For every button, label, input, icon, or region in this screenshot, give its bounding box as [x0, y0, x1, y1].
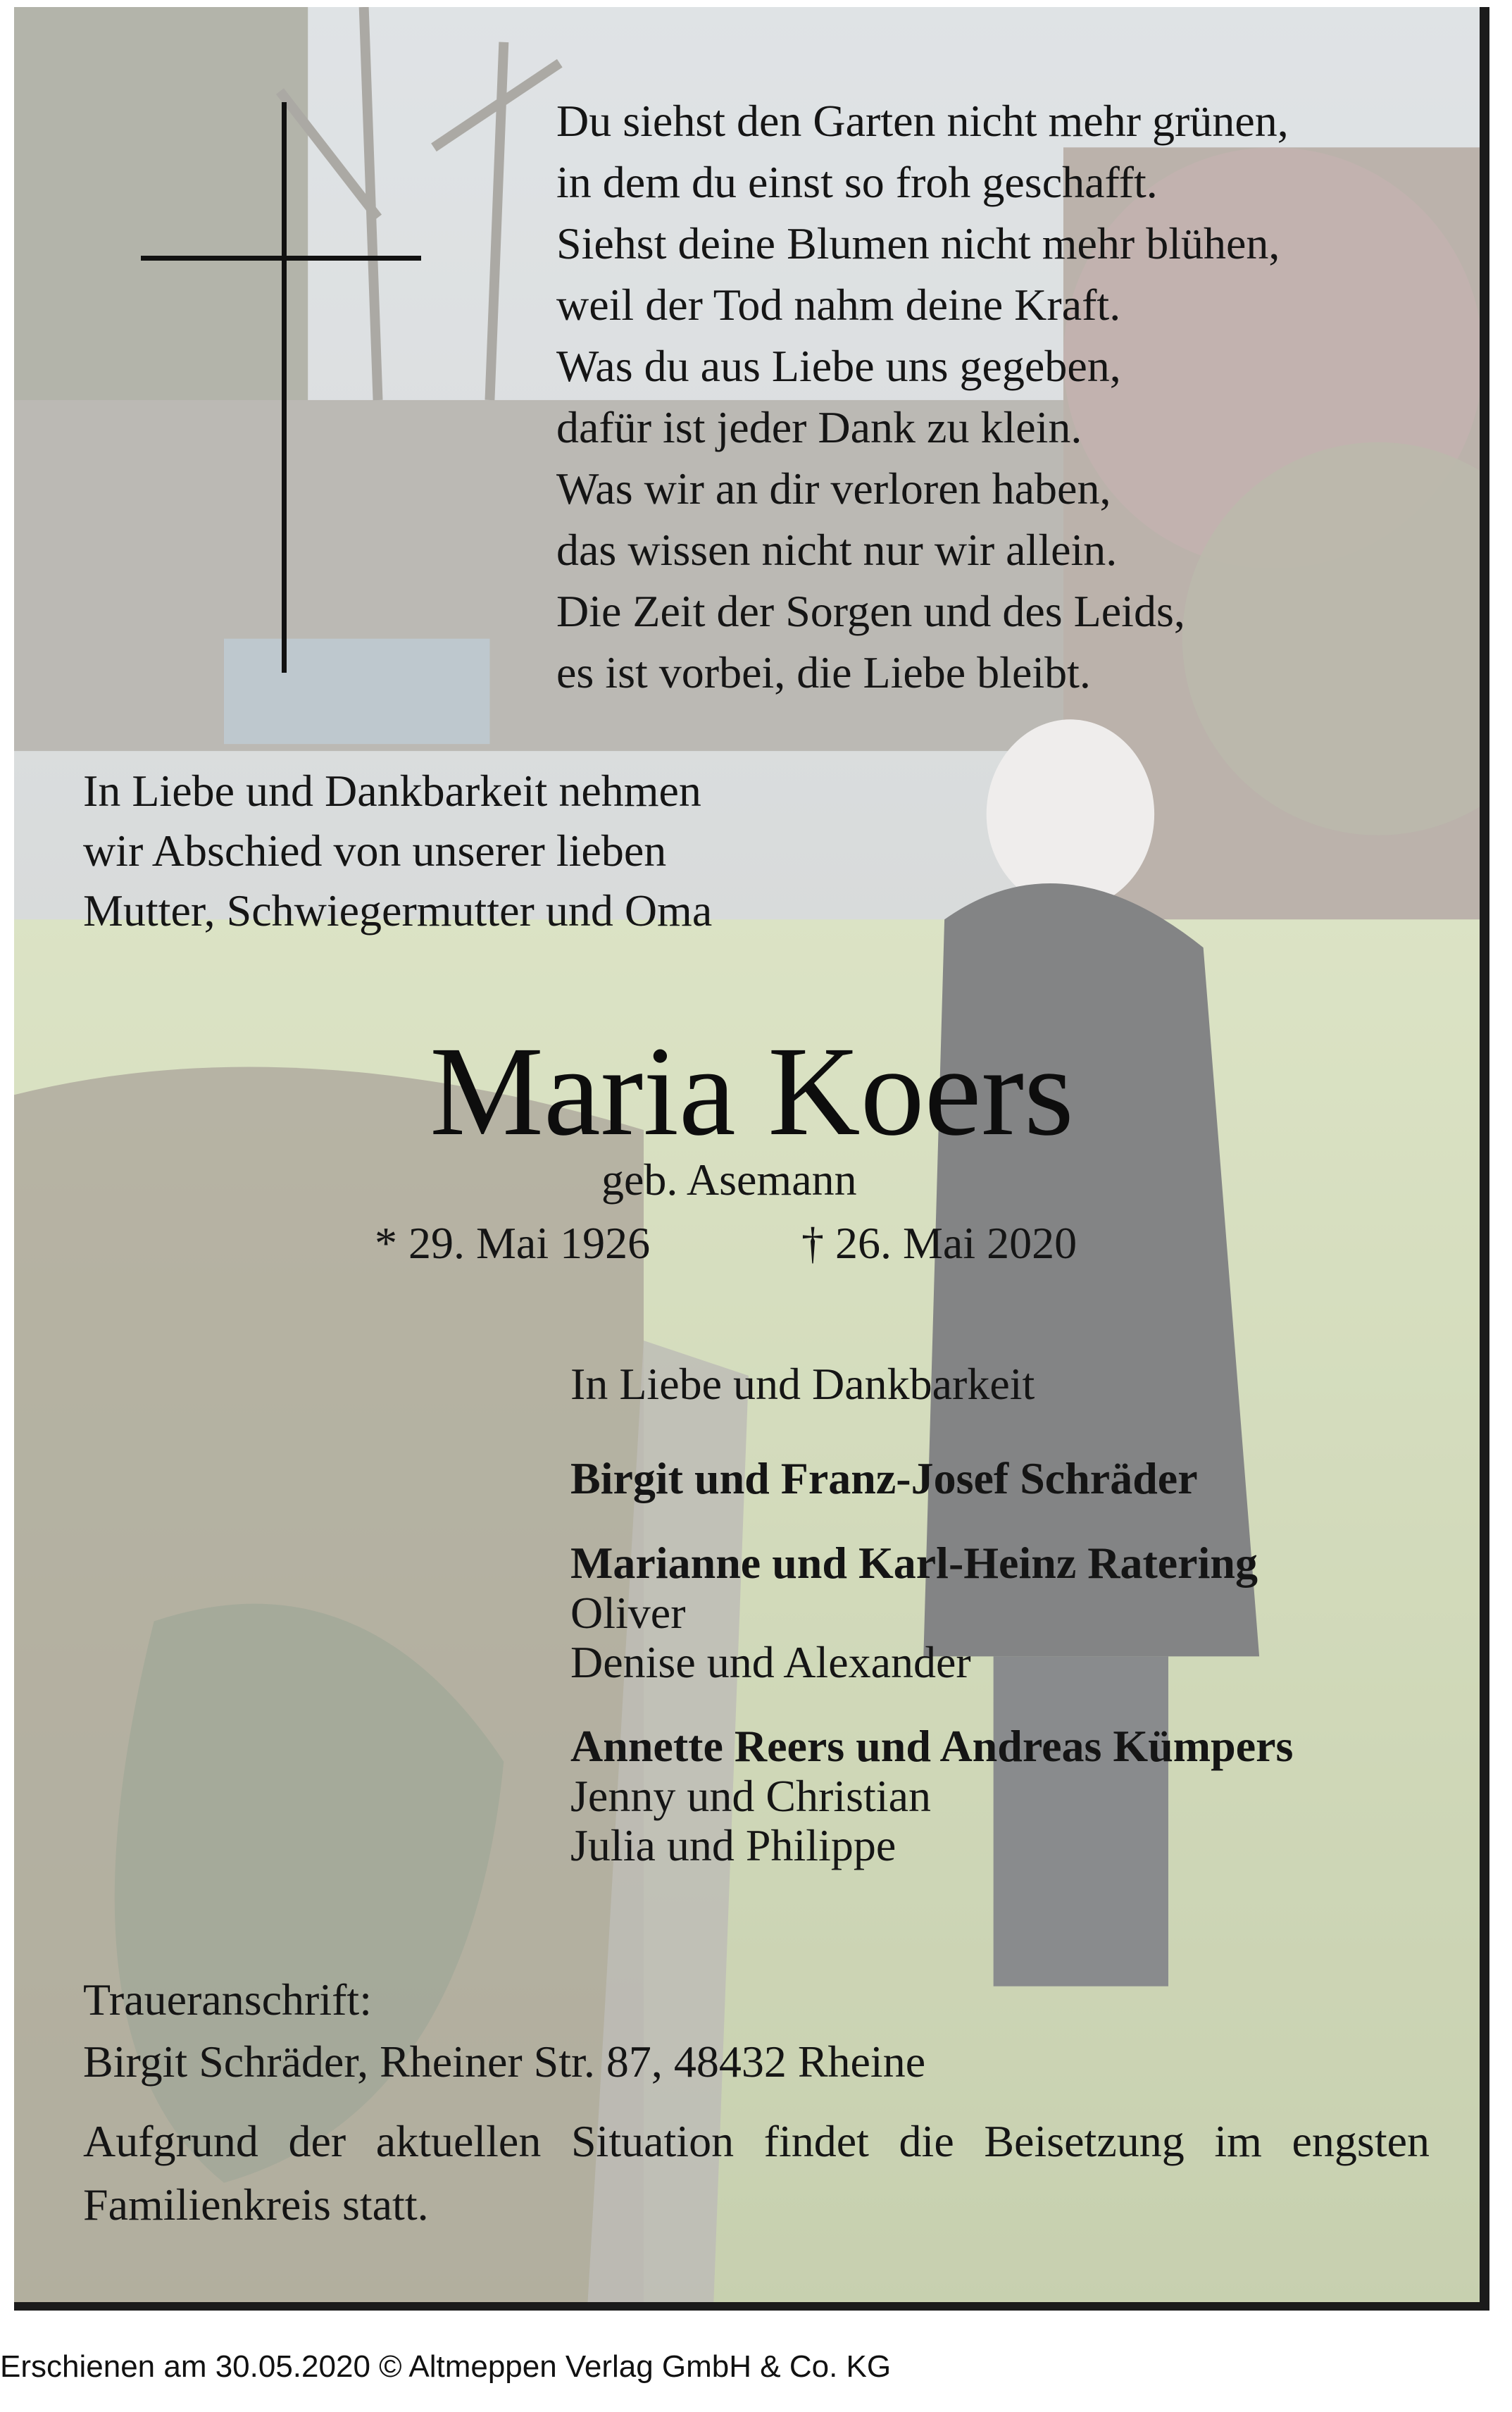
publication-footer: Erschienen am 30.05.2020 © Altmeppen Verlag GmbH & Co. KG: [0, 2349, 892, 2384]
mourning-address: [83, 1969, 925, 2093]
address-text: Birgit Schräder, Rheiner Str. 87, 48432 Rheine: [83, 2037, 926, 2087]
family-head: Birgit und Franz-Josef Schräder: [570, 1453, 1198, 1503]
poem-line: weil der Tod nahm deine Kraft.: [556, 280, 1121, 330]
family-group: [570, 1538, 1293, 1687]
poem-line: Was du aus Liebe uns gegeben,: [556, 341, 1121, 391]
mourners-list: [570, 1356, 1293, 1904]
cross-icon: [282, 102, 287, 673]
death-date: † 26. Mai 2020: [801, 1218, 1077, 1268]
poem-line: in dem du einst so froh geschafft.: [556, 157, 1158, 207]
intro-line: wir Abschied von unserer lieben: [83, 826, 667, 876]
cross-icon-bar: [141, 256, 421, 261]
poem-line: das wissen nicht nur wir allein.: [556, 525, 1118, 575]
family-group: [570, 1721, 1293, 1870]
obituary-card: [14, 7, 1489, 2311]
poem-line: Was wir an dir verloren haben,: [556, 464, 1111, 514]
family-group: [570, 1453, 1293, 1504]
intro-line: In Liebe und Dankbarkeit nehmen: [83, 766, 701, 816]
poem-line: Siehst deine Blumen nicht mehr blühen,: [556, 218, 1280, 268]
poem-line: Du siehst den Garten nicht mehr grünen,: [556, 96, 1289, 146]
poem-line: dafür ist jeder Dank zu klein.: [556, 402, 1082, 452]
burial-note: Aufgrund der aktuellen Situation findet die Beisetzung im engsten Familienkreis statt.: [83, 2116, 1430, 2230]
family-member: Oliver: [570, 1588, 686, 1638]
birth-date: * 29. Mai 1926: [375, 1218, 651, 1268]
family-member: Denise und Alexander: [570, 1637, 971, 1687]
poem-line: es ist vorbei, die Liebe bleibt.: [556, 647, 1091, 697]
mourners-intro: In Liebe und Dankbarkeit: [570, 1359, 1035, 1409]
farewell-intro: [83, 761, 712, 940]
maiden-name: geb. Asemann: [601, 1155, 857, 1205]
poem-line: Die Zeit der Sorgen und des Leids,: [556, 586, 1185, 636]
family-head: Annette Reers und Andreas Kümpers: [570, 1721, 1294, 1771]
address-label: Traueranschrift:: [83, 1975, 372, 2025]
family-member: Jenny und Christian: [570, 1771, 931, 1821]
family-member: Julia und Philippe: [570, 1820, 896, 1870]
intro-line: Mutter, Schwiegermutter und Oma: [83, 885, 713, 935]
family-head: Marianne und Karl-Heinz Ratering: [570, 1538, 1258, 1588]
memorial-poem: [556, 90, 1289, 703]
deceased-name: Maria Koers: [430, 1021, 1074, 1162]
